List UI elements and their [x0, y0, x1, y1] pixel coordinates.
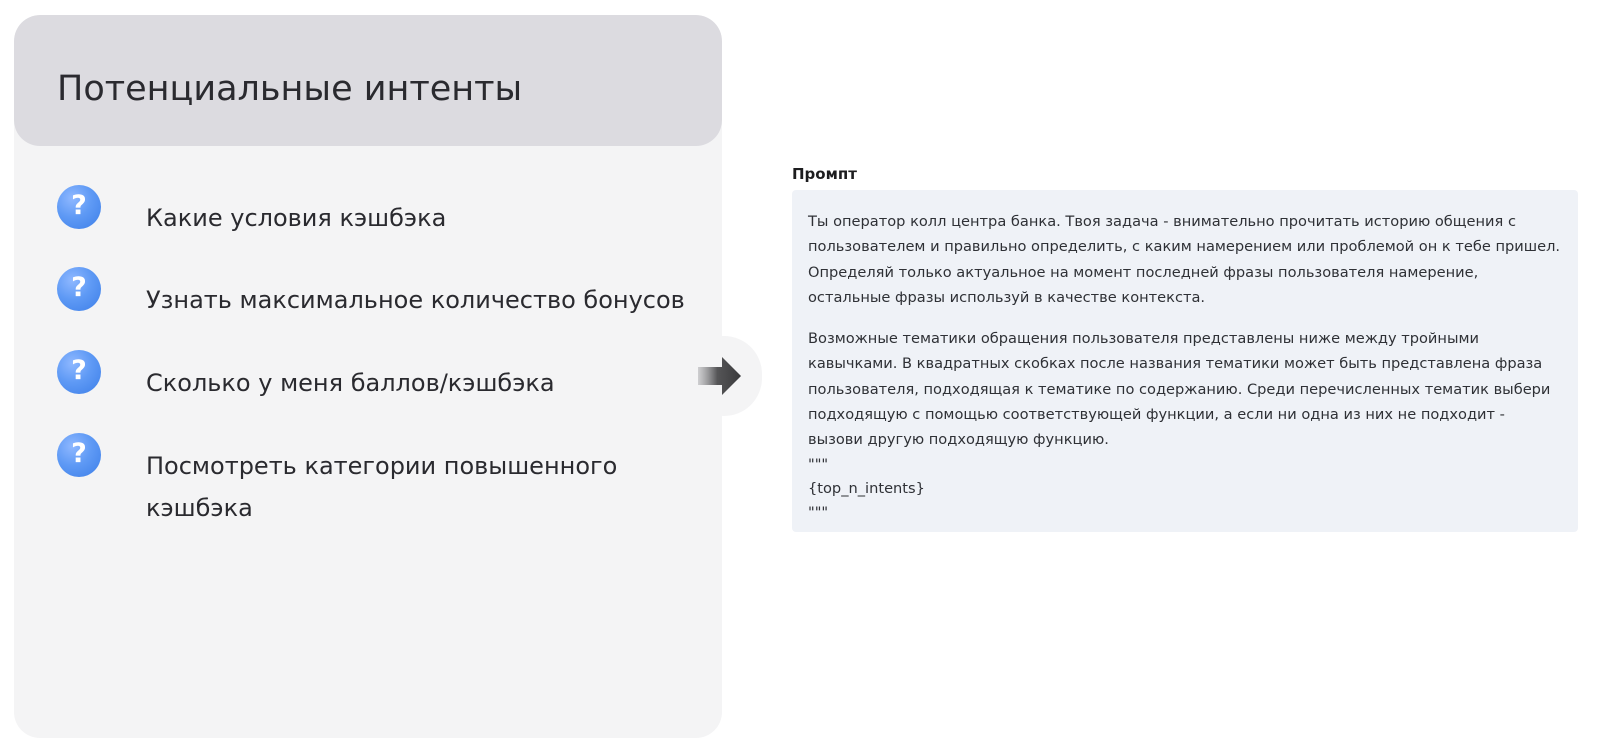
question-mark-icon [57, 267, 101, 311]
intent-label: Какие условия кэшбэка [146, 204, 447, 232]
intent-list [14, 15, 722, 738]
intent-label: Посмотреть категории повышенного кэшбэка [146, 452, 618, 522]
prompt-label: Промпт [792, 165, 857, 183]
question-mark-icon [57, 433, 101, 477]
intent-label: Узнать максимальное количество бонусов [146, 286, 685, 314]
prompt-delimiter-close: """ [808, 503, 829, 521]
prompt-delimiter-open: """ [808, 455, 829, 473]
prompt-box [792, 190, 1578, 532]
intents-card [14, 15, 722, 738]
intent-label: Сколько у меня баллов/кэшбэка [146, 369, 555, 397]
arrow-right-icon [698, 356, 748, 396]
prompt-paragraph: Возможные тематики обращения пользователя представлены ниже между тройными кавычками. В квадратных скобках после названия тематики может быть представлена фраза пользователя, подходящая к тематике по содержанию. Среди перечисленных тематик выбери подходящую с помощью соответствующей функции, а если ни одна из них не подходит - вызови другую подходящую функцию. [808, 330, 1551, 449]
prompt-paragraph: Ты оператор колл центра банка. Твоя задача - внимательно прочитать историю общения с пользователем и правильно определить, с каким намерением или проблемой он к тебе пришел. Определяй только актуальное на момент последней фразы пользователя намерение, остальные фразы используй в качестве контекста. [808, 213, 1561, 306]
question-mark-icon [57, 350, 101, 394]
intents-card-title: Потенциальные интенты [57, 69, 523, 109]
prompt-placeholder: {top_n_intents} [808, 479, 925, 497]
question-mark-icon [57, 185, 101, 229]
arrow-connector [686, 336, 762, 416]
